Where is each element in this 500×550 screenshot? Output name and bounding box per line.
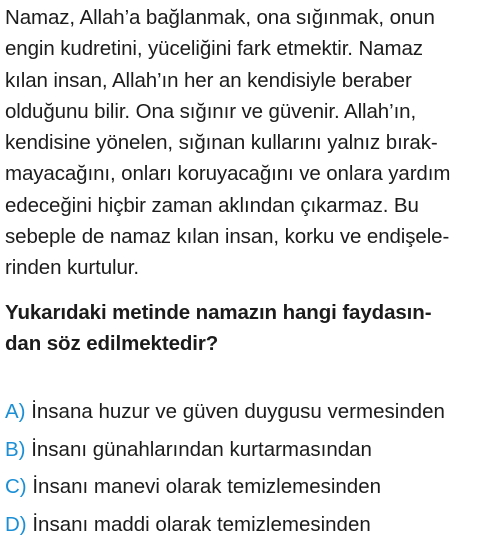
passage-line: olduğunu bilir. Ona sığınır ve güvenir. Allah’ın,	[5, 99, 417, 123]
question-card	[5, 2, 495, 536]
option-d[interactable]	[5, 506, 445, 544]
option-letter: D)	[5, 512, 27, 536]
passage-line: engin kudretini, yüceliğini fark etmektir. Namaz	[5, 37, 423, 61]
passage-text	[5, 2, 495, 284]
passage-line: kendisine yönelen, sığınan kullarını yalnız bırak-	[5, 131, 438, 155]
option-letter: B)	[5, 437, 26, 461]
option-a[interactable]	[5, 393, 445, 431]
option-text: İnsana huzur ve güven duygusu vermesinden	[31, 400, 445, 423]
option-letter: C)	[5, 475, 27, 498]
option-c[interactable]	[5, 468, 445, 506]
passage-line: kılan insan, Allah’ın her an kendisiyle beraber	[5, 68, 412, 92]
question-line: Yukarıdaki metinde namazın hangi faydasın-	[5, 300, 432, 324]
option-text: İnsanı günahlarından kurtarmasından	[31, 437, 372, 461]
option-b[interactable]	[5, 431, 445, 469]
passage-line: rinden kurtulur.	[5, 256, 140, 280]
passage-line: mayacağını, onları koruyacağını ve onlara yardım	[5, 162, 451, 186]
question-line: dan söz edilmektedir?	[5, 331, 219, 355]
passage-line: Namaz, Allah’a bağlanmak, ona sığınmak, onun	[5, 6, 435, 29]
passage-line: edeceğini hiçbir zaman aklından çıkarmaz. Bu	[5, 193, 419, 217]
option-letter: A)	[5, 400, 26, 423]
question-text	[5, 297, 495, 359]
option-text: İnsanı manevi olarak temizlemesinden	[32, 475, 382, 498]
answer-options	[5, 393, 445, 543]
option-text: İnsanı maddi olarak temizlemesinden	[32, 512, 371, 536]
passage-line: sebeple de namaz kılan insan, korku ve endişele-	[5, 225, 450, 249]
